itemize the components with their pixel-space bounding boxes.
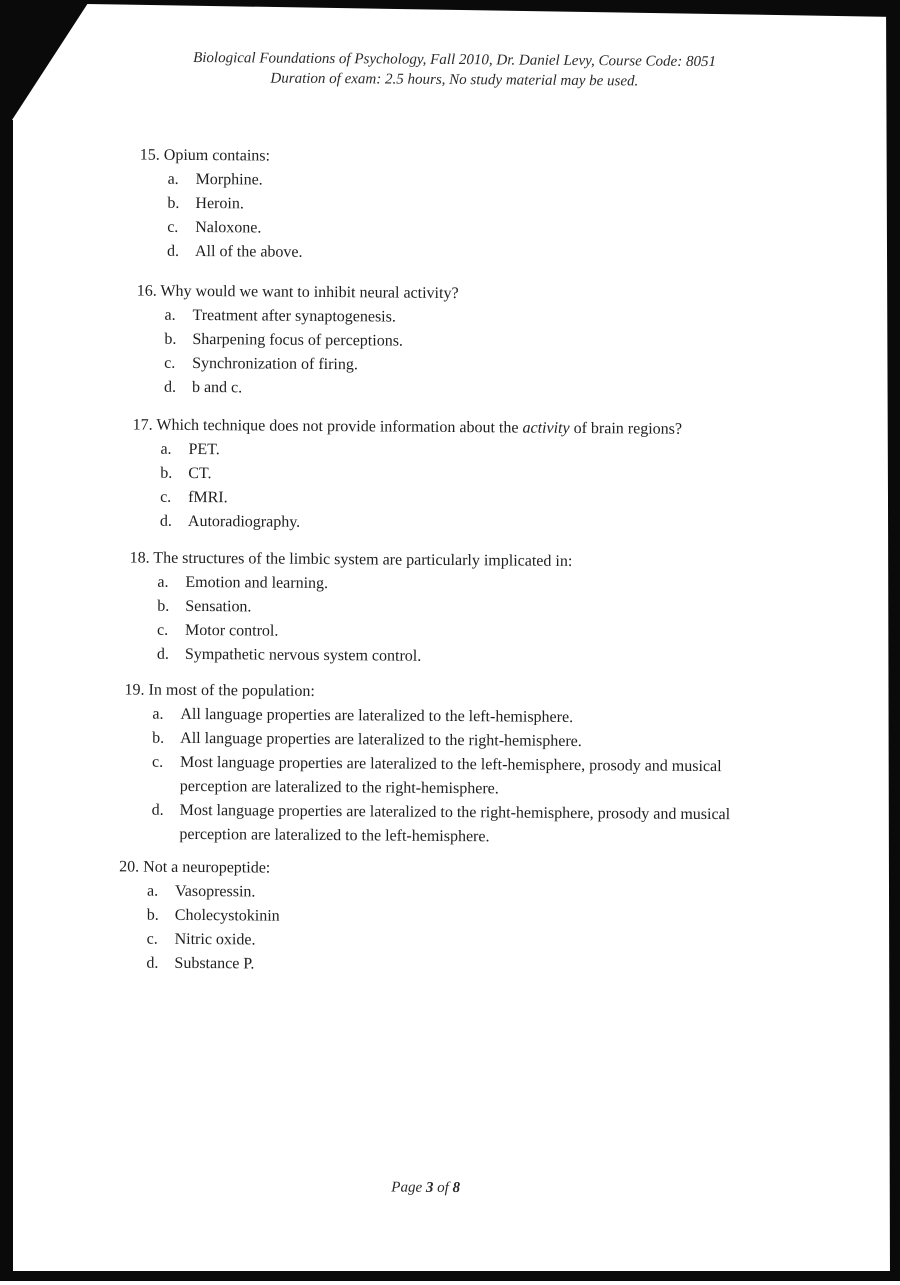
option-c: c. Most language properties are lateralized to the left-hemisphere, prosody and musical perception are lateralized to the right-hemisphere. — [151, 753, 722, 798]
option-b: b. Cholecystokinin — [146, 906, 280, 925]
question-stem: 18. The structures of the limbic system are particularly implicated in: — [129, 549, 573, 570]
option-list — [118, 879, 739, 980]
option-a: a. PET. — [160, 440, 220, 459]
question-15 — [139, 144, 760, 269]
option-c: c. fMRI. — [160, 488, 228, 507]
option-d: d. All of the above. — [166, 242, 303, 261]
question-20 — [118, 855, 739, 980]
question-stem: 20. Not a neuropeptide: — [119, 858, 271, 877]
exam-header — [154, 48, 754, 93]
option-d: d. Sympathetic nervous system control. — [156, 645, 422, 665]
option-d: d. Most language properties are lateralized to the right-hemisphere, prosody and musical perception are lateralized to the left-hemisphere. — [151, 801, 731, 846]
option-d: d. b and c. — [163, 378, 243, 397]
option-b: b. Heroin. — [167, 194, 244, 213]
page-number: Page 3 of 8 — [391, 1179, 461, 1197]
question-19 — [123, 678, 754, 851]
option-list — [123, 702, 754, 851]
header-course-line: Biological Foundations of Psychology, Fall 2010, Dr. Daniel Levy, Course Code: 8051 — [193, 49, 717, 71]
question-17 — [132, 414, 773, 539]
question-stem: 15. Opium contains: — [139, 146, 271, 165]
option-c: c. Naloxone. — [167, 218, 262, 237]
option-d: d. Substance P. — [146, 954, 255, 973]
question-stem: 16. Why would we want to inhibit neural activity? — [136, 282, 459, 303]
option-a: a. Treatment after synaptogenesis. — [164, 306, 396, 326]
option-c: c. Motor control. — [157, 621, 279, 640]
option-d: d. Autoradiography. — [159, 512, 301, 531]
header-duration-line: Duration of exam: 2.5 hours, No study material may be used. — [270, 70, 639, 90]
option-list — [129, 570, 750, 671]
option-b: b. CT. — [160, 464, 212, 483]
option-b: b. Sensation. — [157, 597, 252, 616]
option-list — [132, 438, 773, 539]
question-stem: 17. Which technique does not provide information about the activity of brain regions? — [132, 416, 683, 438]
question-16 — [136, 280, 757, 405]
option-a: a. Vasopressin. — [146, 882, 256, 901]
option-c: c. Nitric oxide. — [146, 930, 256, 949]
option-b: b. Sharpening focus of perceptions. — [164, 330, 404, 350]
option-b: b. All language properties are lateralized to the right-hemisphere. — [152, 729, 582, 751]
emphasis-activity: activity — [522, 419, 570, 437]
option-a: a. All language properties are lateralized to the left-hemisphere. — [152, 705, 574, 726]
option-a: a. Morphine. — [167, 170, 263, 189]
question-18 — [129, 546, 750, 671]
option-a: a. Emotion and learning. — [157, 573, 329, 593]
option-list — [139, 168, 760, 269]
question-stem: 19. In most of the population: — [124, 681, 315, 700]
option-list — [136, 304, 757, 405]
option-c: c. Synchronization of firing. — [164, 354, 358, 374]
